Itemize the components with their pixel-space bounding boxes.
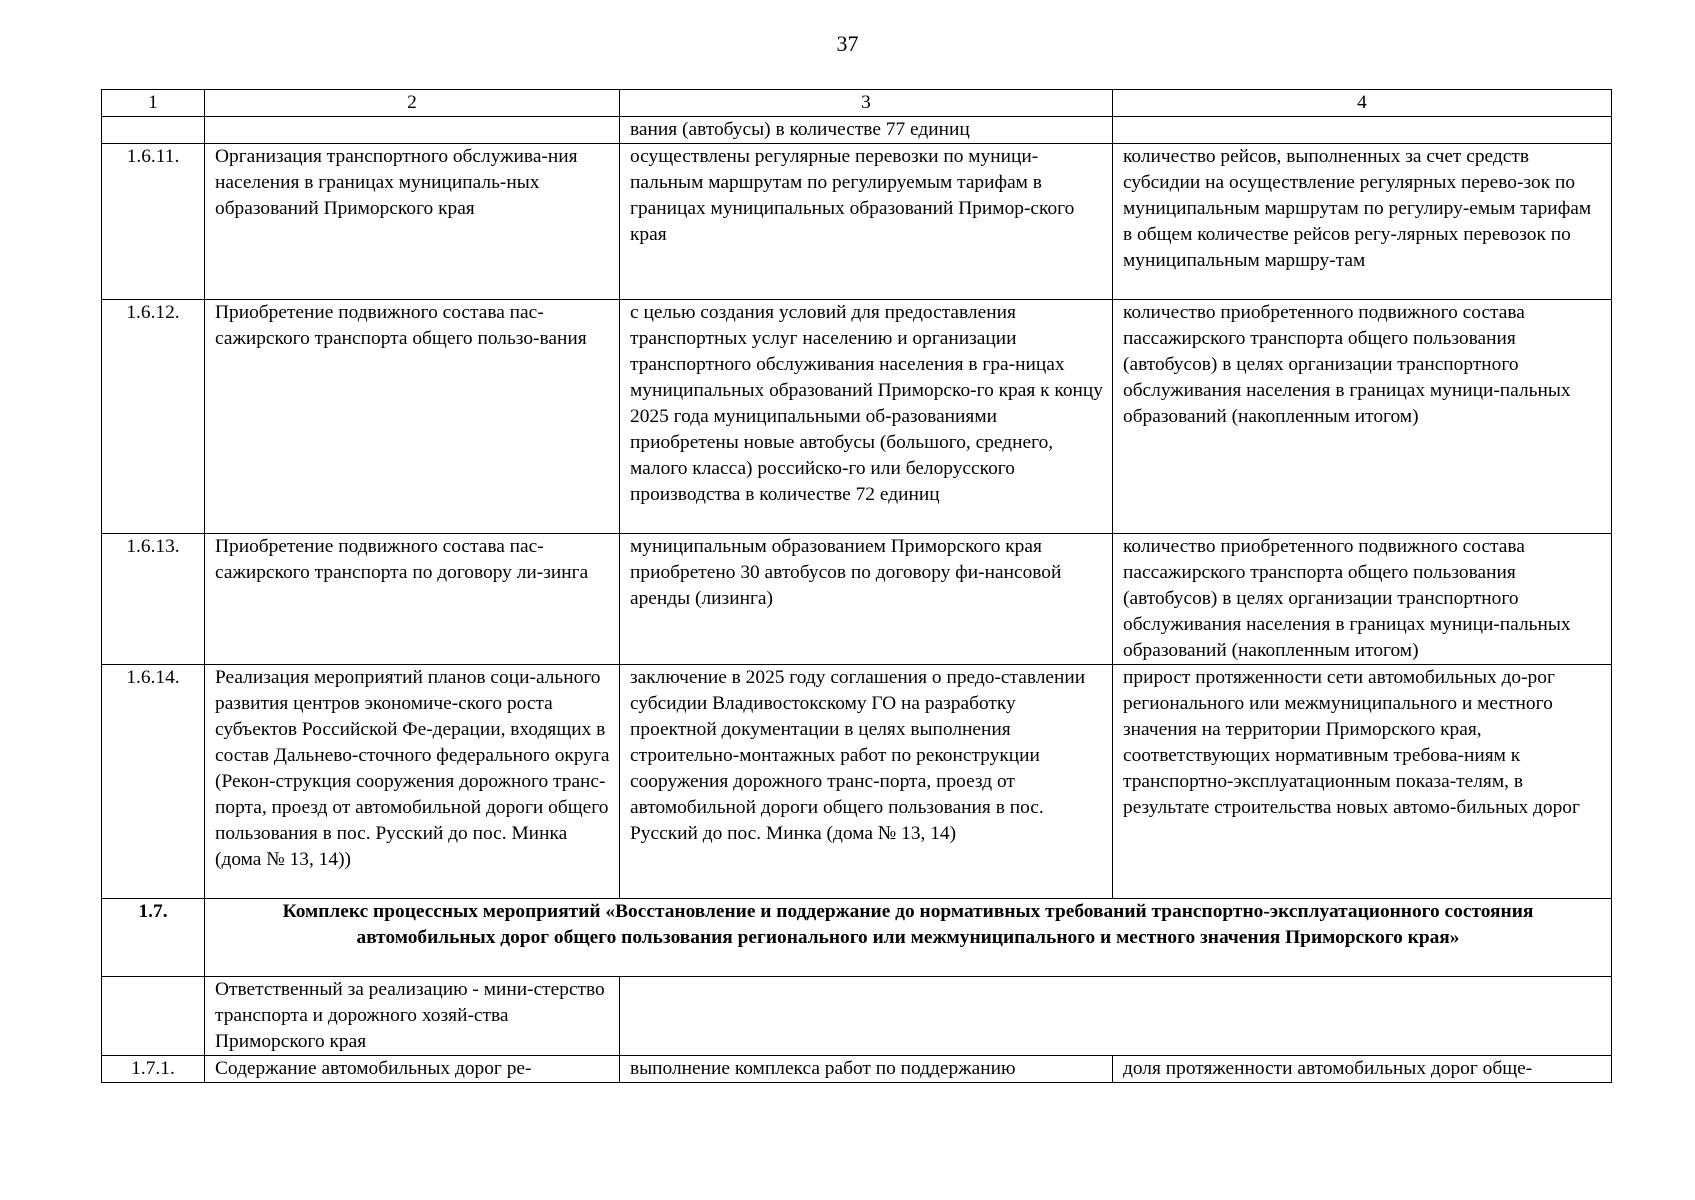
section-heading-row [102, 899, 1612, 977]
section-title: Комплекс процессных мероприятий «Восстановление и поддержание до нормативных требований транспортно-эксплуатационного состояния автомобильных дорог общего пользования регионального или межмуниципального и местного значения Приморского края» [205, 899, 1612, 977]
table-row [102, 144, 1612, 300]
page-number: 37 [836, 31, 859, 56]
header-cell-2: 2 [205, 90, 620, 117]
row-name: Приобретение подвижного состава пас-сажирского транспорта общего пользо-вания [205, 300, 620, 534]
table-row [102, 300, 1612, 534]
table-row [102, 534, 1612, 665]
table-row [102, 1056, 1612, 1083]
responsible-empty-cell [620, 977, 1612, 1056]
responsible-text: Ответственный за реализацию - мини-стерство транспорта и дорожного хозяй-ства Приморского края [205, 977, 620, 1056]
continuation-row [102, 117, 1612, 144]
table-row [102, 665, 1612, 899]
row-name: Реализация мероприятий планов соци-ального развития центров экономиче-ского роста субъектов Российской Фе-дерации, входящих в состав Дальнево-сточного федерального округа (Рекон-струкция сооружения дорожного транс-порта, проезд от автомобильной дороги общего пользования в пос. Русский до пос. Минка (дома № 13, 14)) [205, 665, 620, 899]
row-task: с целью создания условий для предоставления транспортных услуг населению и организации транспортного обслуживания населения в гра-ницах муниципальных образований Приморско-го края к концу 2025 года муниципальными об-разованиями приобретены новые автобусы (большого, среднего, малого класса) российско-го или белорусского производства в количестве 72 единиц [620, 300, 1113, 534]
continuation-num-cell [102, 117, 205, 144]
row-task: муниципальным образованием Приморского края приобретено 30 автобусов по договору фи-нансовой аренды (лизинга) [620, 534, 1113, 665]
row-name: Приобретение подвижного состава пас-сажирского транспорта по договору ли-зинга [205, 534, 620, 665]
row-number: 1.6.14. [102, 665, 205, 899]
continuation-task-cell: вания (автобусы) в количестве 77 единиц [620, 117, 1113, 144]
section-number: 1.7. [102, 899, 205, 977]
row-name: Организация транспортного обслужива-ния населения в границах муниципаль-ных образований Приморского края [205, 144, 620, 300]
row-indicator: количество приобретенного подвижного состава пассажирского транспорта общего пользования (автобусов) в целях организации транспортного обслуживания населения в границах муници-пальных образований (накопленным итогом) [1113, 534, 1612, 665]
row-number: 1.7.1. [102, 1056, 205, 1083]
continuation-name-cell [205, 117, 620, 144]
row-task: выполнение комплекса работ по поддержанию [620, 1056, 1113, 1083]
row-number: 1.6.11. [102, 144, 205, 300]
continuation-indicator-cell [1113, 117, 1612, 144]
header-row [102, 90, 1612, 117]
header-cell-1: 1 [102, 90, 205, 117]
row-number: 1.6.12. [102, 300, 205, 534]
row-task: осуществлены регулярные перевозки по муници-пальным маршрутам по регулируемым тарифам в границах муниципальных образований Примор-ского края [620, 144, 1113, 300]
row-indicator: прирост протяженности сети автомобильных до-рог регионального или межмуниципального и местного значения на территории Приморского края, соответствующих нормативным требова-ниям к транспортно-эксплуатационным показа-телям, в результате строительства новых автомо-бильных дорог [1113, 665, 1612, 899]
row-indicator: доля протяженности автомобильных дорог обще- [1113, 1056, 1612, 1083]
row-name: Содержание автомобильных дорог ре- [205, 1056, 620, 1083]
row-number: 1.6.13. [102, 534, 205, 665]
row-indicator: количество приобретенного подвижного состава пассажирского транспорта общего пользования (автобусов) в целях организации транспортного обслуживания населения в границах муници-пальных образований (накопленным итогом) [1113, 300, 1612, 534]
responsible-num-cell [102, 977, 205, 1056]
header-cell-3: 3 [620, 90, 1113, 117]
header-cell-4: 4 [1113, 90, 1612, 117]
row-indicator: количество рейсов, выполненных за счет средств субсидии на осуществление регулярных перево-зок по муниципальным маршрутам по регулиру-емым тарифам в общем количестве рейсов регу-лярных перевозок по муниципальным маршру-там [1113, 144, 1612, 300]
responsible-row [102, 977, 1612, 1056]
document-table [101, 89, 1612, 1083]
row-task: заключение в 2025 году соглашения о предо-ставлении субсидии Владивостокскому ГО на разработку проектной документации в целях выполнения строительно-монтажных работ по реконструкции сооружения дорожного транс-порта, проезд от автомобильной дороги общего пользования в пос. Русский до пос. Минка (дома № 13, 14) [620, 665, 1113, 899]
